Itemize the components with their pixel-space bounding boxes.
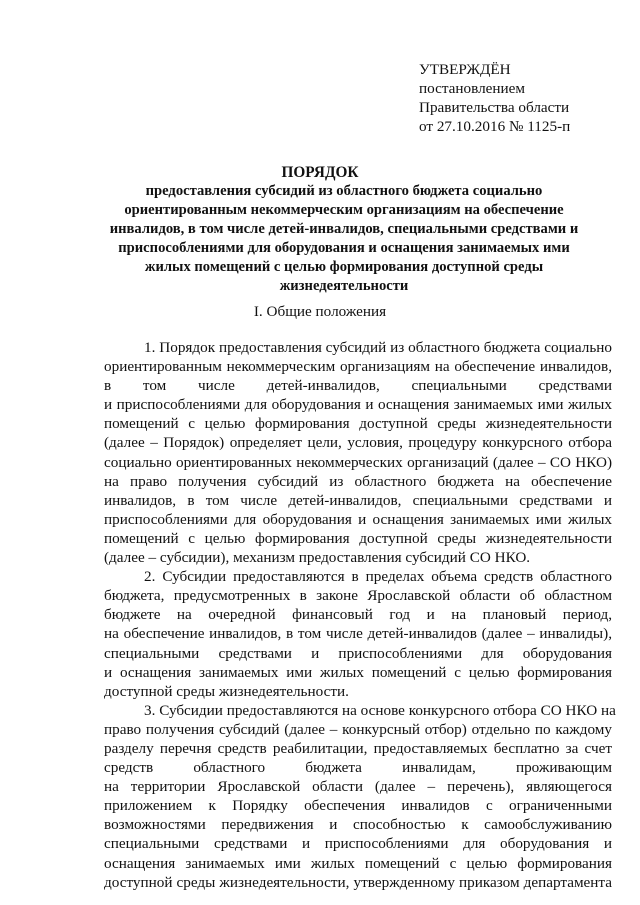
body-line: средств областного бюджета инвалидам, проживающим <box>104 759 612 777</box>
body-line: 2. Субсидии предоставляются в пределах объема средств областного <box>144 568 612 586</box>
approval-line-decree: постановлением <box>419 80 526 97</box>
body-line: доступной среды жизнедеятельности. <box>104 682 349 700</box>
approval-line-date-number: от 27.10.2016 № 1125-п <box>419 118 571 135</box>
body-line: специальными средствами и приспособлениями для оборудования и <box>104 835 612 853</box>
document-body <box>104 338 616 892</box>
body-line: помещений с целью формирования доступной среды жизнедеятельности <box>104 415 612 433</box>
body-line: специальными средствами и приспособлениями для оборудования <box>104 644 612 662</box>
subtitle-line: жилых помещений с целью формирования доступной среды <box>144 259 544 275</box>
body-line: на обеспечение инвалидов, в том числе детей-инвалидов (далее – инвалиды), <box>104 625 612 643</box>
body-line: ориентированным некоммерческим организациям на обеспечение инвалидов, <box>104 358 612 376</box>
subtitle-line: инвалидов, в том числе детей-инвалидов, специальными средствами и <box>109 221 579 237</box>
body-line: приложением к Порядку обеспечения инвалидов с ограниченными <box>104 797 612 815</box>
subtitle-line: ориентированным некоммерческим организациям на обеспечение <box>124 202 564 218</box>
body-line: оснащения занимаемых ими жилых помещений с целью формирования <box>104 854 612 872</box>
body-line: бюджета, предусмотренных в законе Ярославской области об областном <box>104 587 612 605</box>
body-line: возможностями передвижения и способностью к самообслуживанию <box>104 816 612 834</box>
body-line: (далее – Порядок) определяет цели, условия, процедуру конкурсного отбора <box>104 434 612 452</box>
body-line: инвалидов, в том числе детей-инвалидов, специальными средствами и <box>104 491 612 509</box>
approval-stamp <box>419 60 629 136</box>
body-line: помещений с целью формирования доступной среды жизнедеятельности <box>104 529 612 547</box>
body-line: социально ориентированных некоммерческих организаций (далее – СО НКО) <box>104 453 612 471</box>
subtitle-line: предоставления субсидий из областного бюджета социально <box>145 183 543 199</box>
body-line: доступной среды жизнедеятельности, утвержденному приказом департамента <box>104 873 612 891</box>
body-line: и оснащения занимаемых ими жилых помещений с целью формирования <box>104 663 612 681</box>
body-line: (далее – субсидии), механизм предоставления субсидий СО НКО. <box>104 549 531 567</box>
document-title: ПОРЯДОК <box>281 164 359 181</box>
body-line: в том числе детей-инвалидов, специальными средствами <box>104 377 612 395</box>
body-line: на территории Ярославской области (далее – перечень), являющегося <box>104 778 612 796</box>
subtitle-line: приспособлениями для оборудования и оснащения занимаемых ими <box>118 240 570 256</box>
approval-line-approved: УТВЕРЖДЁН <box>419 61 511 78</box>
body-line: право получения субсидий (далее – конкурсный отбор) отдельно по каждому <box>104 720 612 738</box>
body-line: приспособлениями для оборудования и оснащения занимаемых ими жилых <box>104 510 612 528</box>
body-line: на право получения субсидий из областного бюджета на обеспечение <box>104 472 612 490</box>
section-heading: I. Общие положения <box>253 303 387 320</box>
subtitle-line: жизнедеятельности <box>279 278 409 294</box>
body-line: 1. Порядок предоставления субсидий из областного бюджета социально <box>144 339 612 356</box>
body-line: бюджете на очередной финансовый год и на плановый период, <box>104 606 612 624</box>
document-subtitle <box>100 182 588 296</box>
body-line: разделу перечня средств реабилитации, предоставляемых бесплатно за счет <box>104 739 612 757</box>
body-line: 3. Субсидии предоставляются на основе конкурсного отбора СО НКО на <box>144 701 616 719</box>
approval-line-government: Правительства области <box>419 99 570 116</box>
body-line: и приспособлениями для оборудования и оснащения занимаемых ими жилых <box>104 396 612 414</box>
